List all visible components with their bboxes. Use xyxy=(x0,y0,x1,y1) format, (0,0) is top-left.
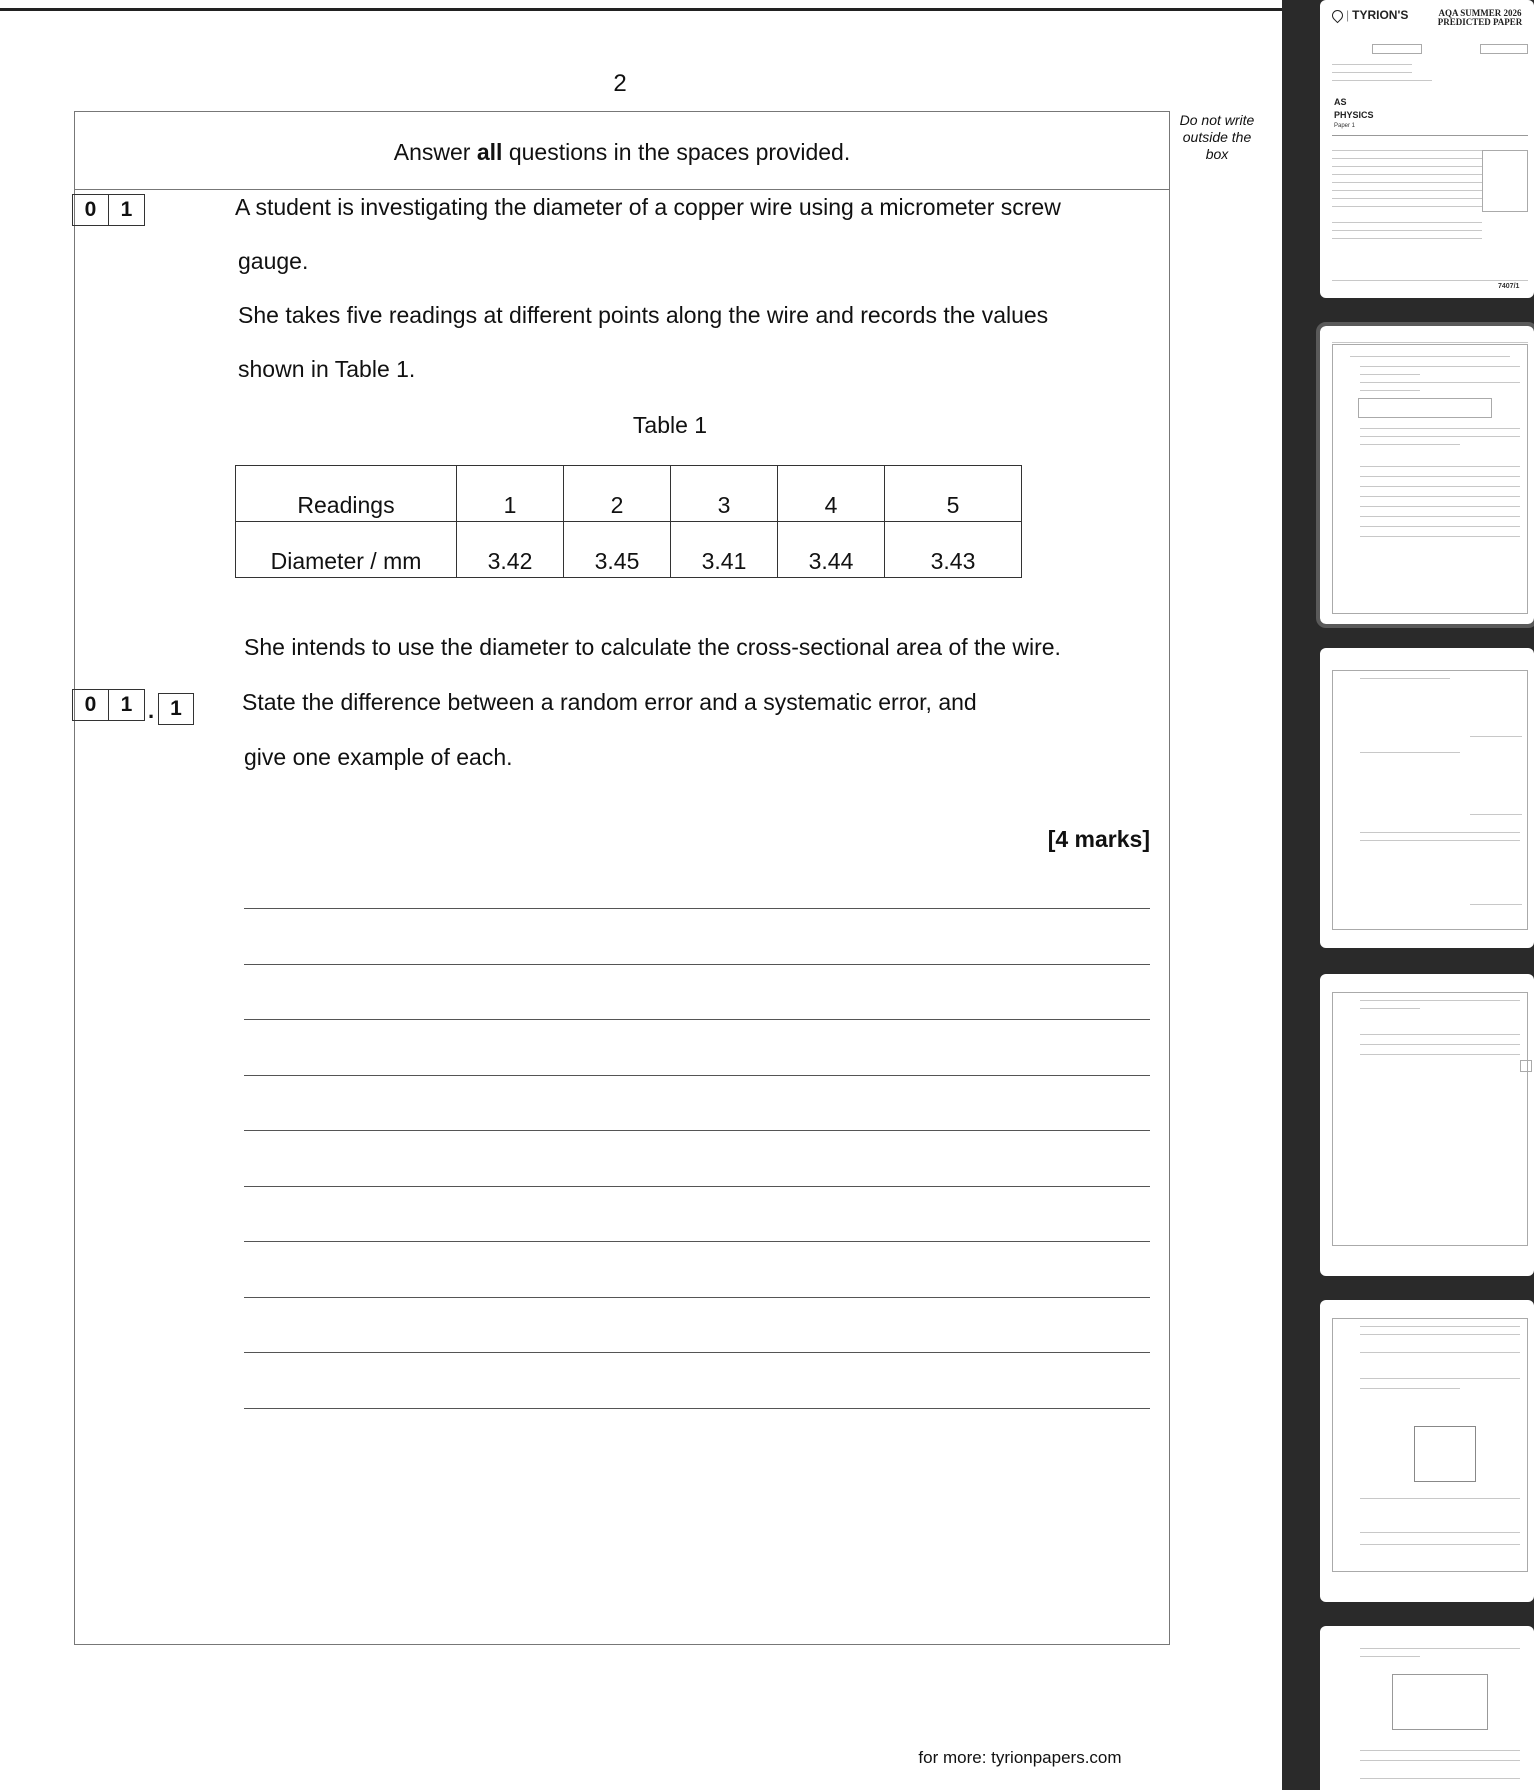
answer-line[interactable] xyxy=(244,1075,1150,1076)
answer-line[interactable] xyxy=(244,964,1150,965)
thumb-line xyxy=(1360,678,1450,679)
thumb-line xyxy=(1360,1008,1420,1009)
thumb-line xyxy=(1470,904,1522,905)
answer-line[interactable] xyxy=(244,1241,1150,1242)
thumb-centre-box xyxy=(1372,44,1422,54)
thumb-line xyxy=(1332,166,1482,167)
subquestion-part-box: 1 xyxy=(158,693,194,725)
subquestion-number-digit: 0 xyxy=(84,693,97,716)
thumb-figure xyxy=(1414,1426,1476,1482)
thumb-candidate-box xyxy=(1480,44,1528,54)
thumb-line xyxy=(1360,1648,1520,1649)
thumb-line xyxy=(1360,466,1520,467)
question-text: She takes five readings at different points along the wire and records the values xyxy=(238,302,1049,328)
question-number-digit: 1 xyxy=(108,195,144,225)
thumb-line xyxy=(1360,366,1520,367)
thumb-line xyxy=(1360,1000,1520,1001)
subquestion-text: give one example of each. xyxy=(244,744,513,770)
page-thumbnail-3[interactable] xyxy=(1320,648,1534,948)
thumb-marks-table xyxy=(1482,150,1528,212)
thumb-line xyxy=(1360,436,1520,437)
table-cell: 3.43 xyxy=(885,522,1022,578)
subquestion-number-digit: 1 xyxy=(108,690,144,720)
tyrion-logo xyxy=(1332,8,1408,22)
thumb-line xyxy=(1360,1778,1520,1779)
thumb-figure xyxy=(1392,1674,1488,1730)
page-number: 2 xyxy=(613,70,627,97)
table-cell: 3.45 xyxy=(564,522,671,578)
subquestion-text: State the difference between a random error and a systematic error, and xyxy=(242,689,977,715)
instruction-header xyxy=(75,112,1169,190)
question-number-box xyxy=(72,194,145,226)
thumb-line xyxy=(1360,1044,1520,1045)
thumb-frame xyxy=(1332,992,1528,1246)
table-cell: 5 xyxy=(885,466,1022,522)
thumb-line xyxy=(1360,506,1520,507)
thumb-rule xyxy=(1332,135,1528,136)
instruction-post: questions in the spaces provided. xyxy=(502,139,851,165)
thumb-paper: Paper 1 xyxy=(1334,123,1356,129)
thumb-line xyxy=(1332,230,1482,231)
thumb-line xyxy=(1332,206,1482,207)
thumb-line xyxy=(1332,190,1482,191)
subquestion-number-box xyxy=(72,689,145,721)
thumb-line xyxy=(1360,1498,1520,1499)
thumb-line xyxy=(1332,198,1482,199)
thumb-line xyxy=(1360,428,1520,429)
readings-table xyxy=(235,465,1022,578)
question-text: shown in Table 1. xyxy=(238,356,416,382)
thumb-line xyxy=(1332,182,1482,183)
table-cell: 3.41 xyxy=(671,522,778,578)
thumb-line xyxy=(1360,840,1520,841)
question-text: gauge. xyxy=(238,248,309,274)
thumb-line xyxy=(1332,238,1482,239)
logo-divider: | xyxy=(1346,8,1350,22)
thumb-line xyxy=(1332,280,1528,281)
margin-note: Do not write outside the box xyxy=(1179,112,1255,162)
thumb-level: AS xyxy=(1334,97,1347,107)
question-text: A student is investigating the diameter of a copper wire using a micrometer screw xyxy=(235,194,1061,220)
answer-line[interactable] xyxy=(244,1408,1150,1409)
table-cell: 3.42 xyxy=(457,522,564,578)
thumb-line xyxy=(1332,72,1412,73)
thumb-line xyxy=(1360,526,1520,527)
logo-brand: TYRION'S xyxy=(1352,8,1409,22)
table-caption: Table 1 xyxy=(632,412,708,438)
thumb-frame xyxy=(1332,670,1528,930)
table-cell: 4 xyxy=(778,466,885,522)
thumb-line xyxy=(1360,374,1420,375)
page-thumbnail-1[interactable] xyxy=(1320,0,1534,298)
thumb-line xyxy=(1332,158,1482,159)
thumb-line xyxy=(1360,1334,1520,1335)
thumb-line xyxy=(1360,1532,1520,1533)
page-thumbnail-6[interactable] xyxy=(1320,1626,1534,1790)
thumb-line xyxy=(1360,516,1520,517)
thumb-line xyxy=(1360,1388,1460,1389)
thumb-code: 7407/1 xyxy=(1498,283,1520,290)
answer-line[interactable] xyxy=(244,1352,1150,1353)
answer-line[interactable] xyxy=(244,1130,1150,1131)
thumb-line xyxy=(1360,476,1520,477)
thumb-line xyxy=(1360,496,1520,497)
table-row-header: Diameter / mm xyxy=(236,522,457,578)
marks-label: [4 marks] xyxy=(1047,826,1150,852)
thumb-subject: PHYSICS xyxy=(1334,110,1374,120)
thumb-line xyxy=(1360,1054,1520,1055)
answer-line[interactable] xyxy=(244,908,1150,909)
thumb-line xyxy=(1360,382,1520,383)
thumb-frame xyxy=(1332,344,1528,614)
thumb-line xyxy=(1360,1352,1520,1353)
thumb-line xyxy=(1332,222,1482,223)
thumb-line xyxy=(1332,342,1528,343)
table-cell: 2 xyxy=(564,466,671,522)
thumb-line xyxy=(1332,80,1432,81)
thumb-line xyxy=(1332,64,1412,65)
answer-line[interactable] xyxy=(244,1186,1150,1187)
thumb-header: AQA SUMMER 2026 PREDICTED PAPER xyxy=(1437,8,1523,27)
instruction-pre: Answer xyxy=(393,139,477,165)
thumb-line xyxy=(1360,1378,1520,1379)
thumb-line xyxy=(1360,486,1520,487)
top-rule xyxy=(0,8,1282,11)
thumb-line xyxy=(1360,832,1520,833)
thumb-line xyxy=(1350,356,1510,357)
page-thumbnail-2[interactable] xyxy=(1320,326,1534,624)
page-thumbnail-5[interactable] xyxy=(1320,1300,1534,1602)
answer-line[interactable] xyxy=(244,1019,1150,1020)
thumb-line xyxy=(1360,390,1420,391)
subquestion-dot: . xyxy=(148,698,155,723)
instruction-bold: all xyxy=(476,139,503,165)
page-thumbnail-4[interactable] xyxy=(1320,974,1534,1276)
context-text: She intends to use the diameter to calculate the cross-sectional area of the wire. xyxy=(244,634,1061,660)
thumb-line xyxy=(1332,174,1482,175)
table-cell: 3.44 xyxy=(778,522,885,578)
table-cell: 1 xyxy=(457,466,564,522)
thumb-line xyxy=(1360,752,1460,753)
thumb-line xyxy=(1360,1656,1420,1657)
thumb-line xyxy=(1332,150,1482,151)
thumb-line xyxy=(1360,1326,1520,1327)
table-row xyxy=(236,466,1022,522)
thumb-mark-box xyxy=(1520,1060,1532,1072)
thumb-line xyxy=(1360,1034,1520,1035)
thumb-line xyxy=(1360,1750,1520,1751)
footer-link: for more: tyrionpapers.com xyxy=(918,1748,1122,1767)
table-row xyxy=(236,522,1022,578)
thumb-line xyxy=(1470,814,1522,815)
pin-icon xyxy=(1330,7,1346,23)
thumb-line xyxy=(1360,1760,1520,1761)
question-number-digit: 0 xyxy=(84,198,97,221)
thumb-line xyxy=(1470,736,1522,737)
answer-line[interactable] xyxy=(244,1297,1150,1298)
thumb-line xyxy=(1360,536,1520,537)
question-box xyxy=(74,111,1170,1645)
table-cell: 3 xyxy=(671,466,778,522)
thumb-table xyxy=(1358,398,1492,418)
thumb-line xyxy=(1360,444,1460,445)
table-row-header: Readings xyxy=(236,466,457,522)
thumb-line xyxy=(1360,1544,1520,1545)
